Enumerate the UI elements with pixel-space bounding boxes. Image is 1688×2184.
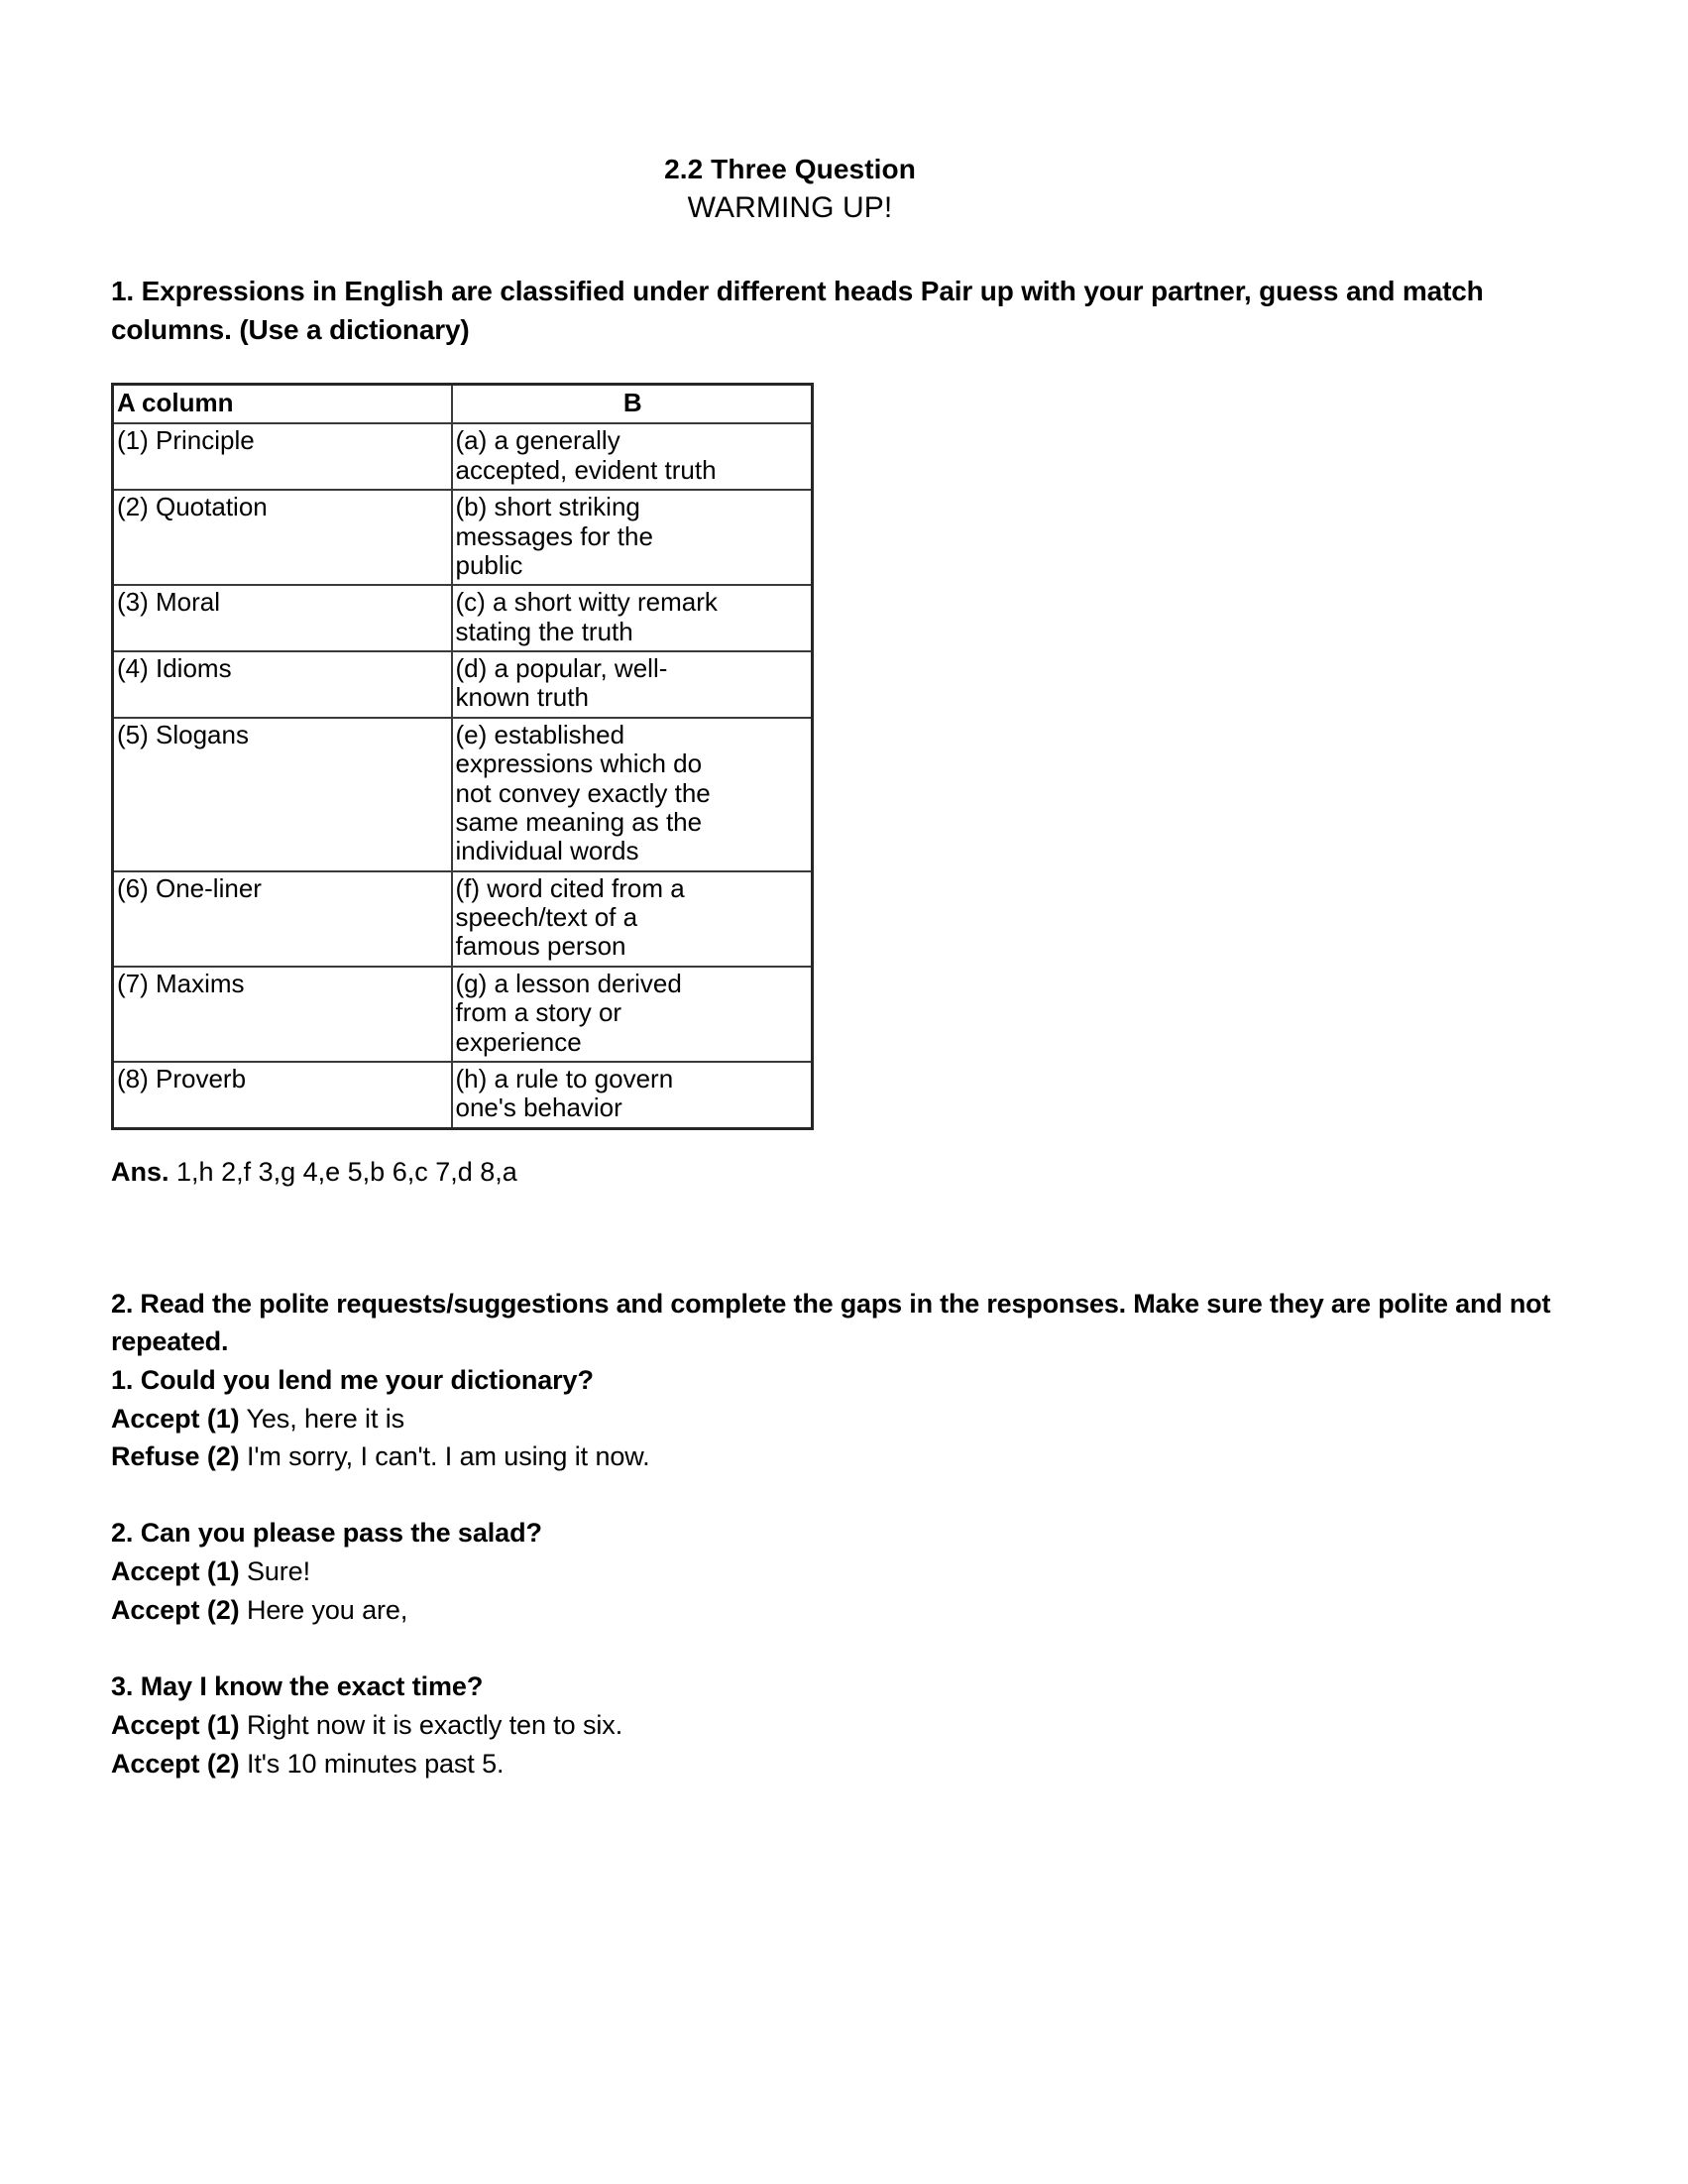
cell-column-b xyxy=(452,490,813,585)
response-label: Accept (1) xyxy=(111,1556,240,1587)
cell-text-a: (3) Moral xyxy=(117,587,221,618)
cell-column-a xyxy=(113,423,452,490)
cell-column-a xyxy=(113,651,452,718)
dialogue-response xyxy=(111,1591,1578,1630)
cell-column-b xyxy=(452,1062,813,1128)
question-2-block xyxy=(111,1285,1578,1783)
cell-column-a xyxy=(113,967,452,1062)
question-1-prompt: 1. Expressions in English are classified under different heads Pair up with your partner, guess and match columns. (Use a dictionary) xyxy=(111,275,1484,346)
table-row xyxy=(113,490,813,585)
cell-text-b: (f) word cited from a speech/text of a famous person xyxy=(455,872,685,962)
table-header-row xyxy=(113,385,813,424)
dialogue-question: 1. Could you lend me your dictionary? xyxy=(111,1364,594,1395)
response-text: It's 10 minutes past 5. xyxy=(246,1748,505,1779)
response-text: Yes, here it is xyxy=(246,1403,405,1434)
cell-text-b: (a) a generally accepted, evident truth xyxy=(455,425,717,485)
cell-text-b: (h) a rule to govern one's behavior xyxy=(455,1063,674,1123)
cell-column-a xyxy=(113,490,452,585)
cell-text-a: (7) Maxims xyxy=(117,968,245,998)
response-text: Here you are, xyxy=(246,1595,408,1626)
cell-text-b: (d) a popular, well- known truth xyxy=(455,653,668,713)
cell-column-b xyxy=(452,585,813,651)
answer-values: 1,h 2,f 3,g 4,e 5,b 6,c 7,d 8,a xyxy=(176,1156,517,1187)
document-title-block xyxy=(111,0,1469,227)
cell-column-b xyxy=(452,871,813,967)
cell-column-a xyxy=(113,718,452,871)
cell-column-b xyxy=(452,651,813,718)
column-header-b: B xyxy=(452,385,813,424)
cell-column-a xyxy=(113,871,452,967)
cell-text-a: (2) Quotation xyxy=(117,492,268,522)
table-row xyxy=(113,585,813,651)
response-label: Refuse (2) xyxy=(111,1441,240,1472)
cell-text-a: (8) Proverb xyxy=(117,1063,247,1093)
table-row xyxy=(113,651,813,718)
answer-label: Ans. xyxy=(111,1156,169,1187)
dialogue-item-2 xyxy=(111,1514,1578,1630)
cell-column-b xyxy=(452,718,813,871)
cell-text-a: (5) Slogans xyxy=(117,719,249,749)
response-label: Accept (2) xyxy=(111,1748,240,1779)
cell-column-b xyxy=(452,967,813,1062)
dialogue-response xyxy=(111,1552,1578,1591)
cell-text-b: (b) short striking messages for the public xyxy=(455,492,653,580)
table-row xyxy=(113,423,813,490)
table-row xyxy=(113,967,813,1062)
response-text: Sure! xyxy=(246,1556,310,1587)
matching-table xyxy=(111,383,814,1130)
answer-line xyxy=(111,1156,1578,1188)
question-2-prompt: 2. Read the polite requests/suggestions and complete the gaps in the responses. Make sure they are polite and not repeated. xyxy=(111,1289,1551,1357)
cell-text-b: (g) a lesson derived from a story or experience xyxy=(455,968,682,1057)
dialogue-response xyxy=(111,1706,1578,1745)
table-row xyxy=(113,871,813,967)
dialogue-response xyxy=(111,1400,1578,1438)
cell-column-b xyxy=(452,423,813,490)
page-content xyxy=(111,0,1578,1783)
page-subtitle: WARMING UP! xyxy=(687,190,893,224)
response-text: I'm sorry, I can't. I am using it now. xyxy=(246,1441,650,1472)
response-label: Accept (1) xyxy=(111,1403,240,1434)
response-label: Accept (1) xyxy=(111,1709,240,1740)
cell-text-b: (c) a short witty remark stating the truth xyxy=(455,587,718,646)
dialogue-response xyxy=(111,1745,1578,1783)
dialogue-question: 2. Can you please pass the salad? xyxy=(111,1518,542,1549)
column-header-a: A column xyxy=(113,385,452,424)
response-label: Accept (2) xyxy=(111,1595,240,1626)
response-text: Right now it is exactly ten to six. xyxy=(246,1709,623,1740)
cell-column-a xyxy=(113,1062,452,1128)
cell-text-a: (4) Idioms xyxy=(117,653,232,684)
cell-text-a: (6) One-liner xyxy=(117,872,262,903)
dialogue-response xyxy=(111,1437,1578,1476)
matching-table-container xyxy=(111,383,1578,1130)
dialogue-question: 3. May I know the exact time? xyxy=(111,1670,484,1701)
table-row xyxy=(113,1062,813,1128)
table-row xyxy=(113,718,813,871)
dialogue-item-1 xyxy=(111,1361,1578,1477)
dialogue-item-3 xyxy=(111,1667,1578,1783)
page-title: 2.2 Three Question xyxy=(664,154,916,184)
cell-text-a: (1) Principle xyxy=(117,425,255,456)
cell-column-a xyxy=(113,585,452,651)
cell-text-b: (e) established expressions which do not convey exactly the same meaning as the individual words xyxy=(455,719,711,866)
matching-table-body xyxy=(113,423,813,1128)
